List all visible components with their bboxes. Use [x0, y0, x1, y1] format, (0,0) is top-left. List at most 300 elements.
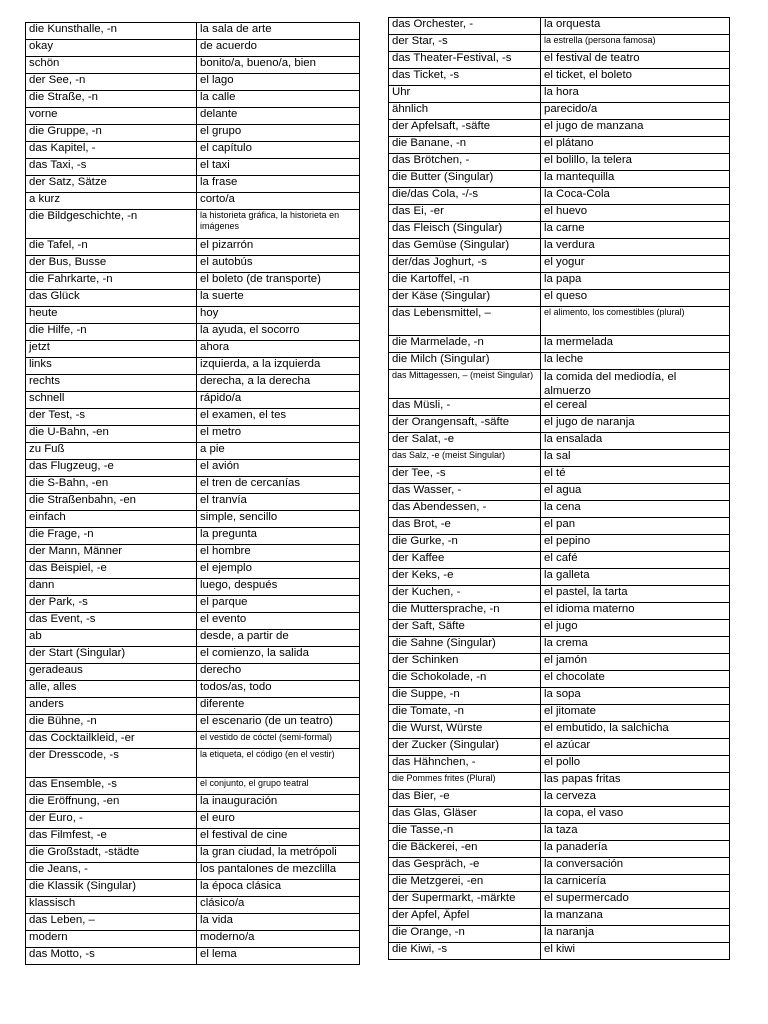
- spanish-translation: el jugo de manzana: [541, 120, 730, 137]
- german-term: der See, -n: [26, 74, 197, 91]
- german-term: die Jeans, -: [26, 863, 197, 880]
- vocab-row: [26, 579, 360, 596]
- vocab-row: [26, 307, 360, 324]
- spanish-translation: desde, a partir de: [197, 630, 360, 647]
- german-term: das Salz, -e (meist Singular): [389, 450, 541, 467]
- german-term: das Orchester, -: [389, 18, 541, 35]
- vocab-row: [389, 841, 730, 858]
- spanish-translation: el pastel, la tarta: [541, 586, 730, 603]
- german-term: der Dresscode, -s: [26, 749, 197, 778]
- vocab-row: [389, 18, 730, 35]
- vocab-row: [26, 846, 360, 863]
- spanish-translation: diferente: [197, 698, 360, 715]
- vocab-row: [389, 824, 730, 841]
- german-term: okay: [26, 40, 197, 57]
- vocab-row: [26, 426, 360, 443]
- german-term: der Test, -s: [26, 409, 197, 426]
- spanish-translation: el parque: [197, 596, 360, 613]
- vocab-row: [389, 239, 730, 256]
- spanish-translation: la calle: [197, 91, 360, 108]
- vocab-row: [26, 795, 360, 812]
- german-term: das Brötchen, -: [389, 154, 541, 171]
- spanish-translation: el plátano: [541, 137, 730, 154]
- vocab-row: [389, 909, 730, 926]
- spanish-translation: el ejemplo: [197, 562, 360, 579]
- spanish-translation: la carne: [541, 222, 730, 239]
- german-term: das Fleisch (Singular): [389, 222, 541, 239]
- vocab-row: [26, 715, 360, 732]
- german-term: schön: [26, 57, 197, 74]
- german-term: die Sahne (Singular): [389, 637, 541, 654]
- spanish-translation: la panadería: [541, 841, 730, 858]
- vocab-row: [389, 467, 730, 484]
- german-term: der Park, -s: [26, 596, 197, 613]
- vocab-row: [389, 256, 730, 273]
- vocab-row: [389, 52, 730, 69]
- spanish-translation: el metro: [197, 426, 360, 443]
- vocab-row: [389, 552, 730, 569]
- german-term: anders: [26, 698, 197, 715]
- vocab-row: [389, 637, 730, 654]
- spanish-translation: el chocolate: [541, 671, 730, 688]
- german-term: das Glück: [26, 290, 197, 307]
- german-term: die Tafel, -n: [26, 239, 197, 256]
- vocab-row: [389, 171, 730, 188]
- vocab-row: [26, 630, 360, 647]
- spanish-translation: el idioma materno: [541, 603, 730, 620]
- vocab-row: [26, 341, 360, 358]
- german-term: das Hähnchen, -: [389, 756, 541, 773]
- spanish-translation: la manzana: [541, 909, 730, 926]
- vocab-row: [26, 778, 360, 795]
- german-term: das Mittagessen, – (meist Singular): [389, 370, 541, 399]
- vocab-row: [26, 23, 360, 40]
- spanish-translation: clásico/a: [197, 897, 360, 914]
- german-term: jetzt: [26, 341, 197, 358]
- spanish-translation: la conversación: [541, 858, 730, 875]
- spanish-translation: bonito/a, bueno/a, bien: [197, 57, 360, 74]
- german-term: ähnlich: [389, 103, 541, 120]
- german-term: der Euro, -: [26, 812, 197, 829]
- german-term: die Kiwi, -s: [389, 943, 541, 960]
- vocab-row: [26, 142, 360, 159]
- spanish-translation: la cerveza: [541, 790, 730, 807]
- vocab-row: [389, 86, 730, 103]
- german-term: die Großstadt, -städte: [26, 846, 197, 863]
- spanish-translation: la sala de arte: [197, 23, 360, 40]
- vocab-row: [26, 732, 360, 749]
- german-term: schnell: [26, 392, 197, 409]
- vocab-row: [26, 125, 360, 142]
- vocab-row: [26, 159, 360, 176]
- spanish-translation: el huevo: [541, 205, 730, 222]
- spanish-translation: el avión: [197, 460, 360, 477]
- spanish-translation: todos/as, todo: [197, 681, 360, 698]
- spanish-translation: el jugo: [541, 620, 730, 637]
- german-term: die Kunsthalle, -n: [26, 23, 197, 40]
- german-term: der Keks, -e: [389, 569, 541, 586]
- german-term: die Muttersprache, -n: [389, 603, 541, 620]
- german-term: das Gemüse (Singular): [389, 239, 541, 256]
- vocab-row: [26, 358, 360, 375]
- vocab-row: [26, 545, 360, 562]
- vocab-row: [389, 484, 730, 501]
- spanish-translation: la mermelada: [541, 336, 730, 353]
- vocab-row: [389, 273, 730, 290]
- vocab-row: [26, 392, 360, 409]
- german-term: das Filmfest, -e: [26, 829, 197, 846]
- spanish-translation: el agua: [541, 484, 730, 501]
- german-term: der/das Joghurt, -s: [389, 256, 541, 273]
- german-term: vorne: [26, 108, 197, 125]
- spanish-translation: la suerte: [197, 290, 360, 307]
- vocab-row: [389, 336, 730, 353]
- vocab-row: [26, 664, 360, 681]
- spanish-translation: la pregunta: [197, 528, 360, 545]
- german-term: die Wurst, Würste: [389, 722, 541, 739]
- spanish-translation: la verdura: [541, 239, 730, 256]
- spanish-translation: la ensalada: [541, 433, 730, 450]
- vocab-row: [26, 812, 360, 829]
- spanish-translation: el festival de cine: [197, 829, 360, 846]
- vocab-row: [26, 698, 360, 715]
- vocab-row: [389, 688, 730, 705]
- vocab-row: [26, 273, 360, 290]
- vocab-row: [26, 324, 360, 341]
- vocab-row: [389, 103, 730, 120]
- vocabulary-table-right-body: [389, 18, 730, 960]
- vocab-row: [389, 450, 730, 467]
- vocab-row: [389, 705, 730, 722]
- vocab-row: [389, 773, 730, 790]
- vocab-row: [389, 926, 730, 943]
- german-term: der Kaffee: [389, 552, 541, 569]
- spanish-translation: la Coca-Cola: [541, 188, 730, 205]
- german-term: der Apfel, Äpfel: [389, 909, 541, 926]
- vocab-row: [26, 562, 360, 579]
- vocab-row: [389, 370, 730, 399]
- spanish-translation: el queso: [541, 290, 730, 307]
- german-term: das Event, -s: [26, 613, 197, 630]
- vocab-row: [389, 501, 730, 518]
- german-term: der Käse (Singular): [389, 290, 541, 307]
- german-term: die Fahrkarte, -n: [26, 273, 197, 290]
- vocab-row: [26, 511, 360, 528]
- vocab-row: [389, 586, 730, 603]
- vocab-row: [389, 603, 730, 620]
- spanish-translation: hoy: [197, 307, 360, 324]
- german-term: die Tomate, -n: [389, 705, 541, 722]
- vocab-row: [26, 290, 360, 307]
- vocab-row: [389, 69, 730, 86]
- spanish-translation: el tranvía: [197, 494, 360, 511]
- german-term: das Ensemble, -s: [26, 778, 197, 795]
- spanish-translation: el hombre: [197, 545, 360, 562]
- spanish-translation: ahora: [197, 341, 360, 358]
- vocab-row: [389, 858, 730, 875]
- spanish-translation: el conjunto, el grupo teatral: [197, 778, 360, 795]
- german-term: dann: [26, 579, 197, 596]
- german-term: die Bildgeschichte, -n: [26, 210, 197, 239]
- vocab-row: [389, 416, 730, 433]
- spanish-translation: el café: [541, 552, 730, 569]
- spanish-translation: el examen, el tes: [197, 409, 360, 426]
- german-term: das Leben, –: [26, 914, 197, 931]
- spanish-translation: la sal: [541, 450, 730, 467]
- german-term: der Schinken: [389, 654, 541, 671]
- german-term: die Gurke, -n: [389, 535, 541, 552]
- vocab-row: [26, 409, 360, 426]
- spanish-translation: la leche: [541, 353, 730, 370]
- german-term: modern: [26, 931, 197, 948]
- german-term: der Zucker (Singular): [389, 739, 541, 756]
- german-term: das Beispiel, -e: [26, 562, 197, 579]
- german-term: der Start (Singular): [26, 647, 197, 664]
- german-term: das Motto, -s: [26, 948, 197, 965]
- spanish-translation: el taxi: [197, 159, 360, 176]
- german-term: das Kapitel, -: [26, 142, 197, 159]
- vocab-row: [26, 613, 360, 630]
- spanish-translation: la inauguración: [197, 795, 360, 812]
- spanish-translation: delante: [197, 108, 360, 125]
- vocab-row: [389, 535, 730, 552]
- german-term: einfach: [26, 511, 197, 528]
- spanish-translation: la carnicería: [541, 875, 730, 892]
- spanish-translation: la hora: [541, 86, 730, 103]
- vocab-row: [26, 829, 360, 846]
- spanish-translation: la frase: [197, 176, 360, 193]
- vocab-row: [26, 948, 360, 965]
- vocab-row: [26, 681, 360, 698]
- german-term: der Saft, Säfte: [389, 620, 541, 637]
- spanish-translation: el autobús: [197, 256, 360, 273]
- german-term: das Glas, Gläser: [389, 807, 541, 824]
- vocab-row: [389, 518, 730, 535]
- spanish-translation: simple, sencillo: [197, 511, 360, 528]
- vocab-row: [389, 353, 730, 370]
- spanish-translation: moderno/a: [197, 931, 360, 948]
- vocab-row: [26, 40, 360, 57]
- spanish-translation: la galleta: [541, 569, 730, 586]
- spanish-translation: las papas fritas: [541, 773, 730, 790]
- vocab-row: [389, 205, 730, 222]
- german-term: das Müsli, -: [389, 399, 541, 416]
- german-term: die Straßenbahn, -en: [26, 494, 197, 511]
- german-term: ab: [26, 630, 197, 647]
- german-term: der Bus, Busse: [26, 256, 197, 273]
- german-term: zu Fuß: [26, 443, 197, 460]
- vocab-row: [389, 290, 730, 307]
- german-term: der Tee, -s: [389, 467, 541, 484]
- german-term: der Mann, Männer: [26, 545, 197, 562]
- vocab-row: [389, 433, 730, 450]
- german-term: die S-Bahn, -en: [26, 477, 197, 494]
- vocab-row: [26, 647, 360, 664]
- spanish-translation: el capítulo: [197, 142, 360, 159]
- spanish-translation: el grupo: [197, 125, 360, 142]
- vocab-row: [26, 239, 360, 256]
- german-term: rechts: [26, 375, 197, 392]
- spanish-translation: el yogur: [541, 256, 730, 273]
- vocab-row: [389, 399, 730, 416]
- german-term: die Marmelade, -n: [389, 336, 541, 353]
- vocabulary-table-left-body: [26, 23, 360, 965]
- german-term: der Salat, -e: [389, 433, 541, 450]
- spanish-translation: el lago: [197, 74, 360, 91]
- german-term: der Star, -s: [389, 35, 541, 52]
- vocab-row: [389, 569, 730, 586]
- vocab-row: [389, 671, 730, 688]
- german-term: die Orange, -n: [389, 926, 541, 943]
- spanish-translation: la época clásica: [197, 880, 360, 897]
- german-term: das Theater-Festival, -s: [389, 52, 541, 69]
- vocab-row: [26, 494, 360, 511]
- vocab-row: [26, 108, 360, 125]
- spanish-translation: el embutido, la salchicha: [541, 722, 730, 739]
- spanish-translation: el tren de cercanías: [197, 477, 360, 494]
- vocab-row: [389, 620, 730, 637]
- spanish-translation: el vestido de cóctel (semi-formal): [197, 732, 360, 749]
- vocab-row: [389, 790, 730, 807]
- vocab-row: [26, 897, 360, 914]
- spanish-translation: izquierda, a la izquierda: [197, 358, 360, 375]
- german-term: die Pommes frites (Plural): [389, 773, 541, 790]
- spanish-translation: la estrella (persona famosa): [541, 35, 730, 52]
- spanish-translation: el kiwi: [541, 943, 730, 960]
- spanish-translation: el cereal: [541, 399, 730, 416]
- german-term: die Metzgerei, -en: [389, 875, 541, 892]
- spanish-translation: el festival de teatro: [541, 52, 730, 69]
- vocab-row: [26, 176, 360, 193]
- spanish-translation: la historieta gráfica, la historieta en imágenes: [197, 210, 360, 239]
- german-term: das Gespräch, -e: [389, 858, 541, 875]
- german-term: das Wasser, -: [389, 484, 541, 501]
- german-term: die Butter (Singular): [389, 171, 541, 188]
- german-term: die Tasse,-n: [389, 824, 541, 841]
- german-term: links: [26, 358, 197, 375]
- german-term: das Ticket, -s: [389, 69, 541, 86]
- spanish-translation: el euro: [197, 812, 360, 829]
- vocab-row: [26, 256, 360, 273]
- spanish-translation: la taza: [541, 824, 730, 841]
- german-term: der Orangensaft, -säfte: [389, 416, 541, 433]
- vocab-row: [26, 528, 360, 545]
- spanish-translation: la comida del mediodía, el almuerzo: [541, 370, 730, 399]
- german-term: die Suppe, -n: [389, 688, 541, 705]
- spanish-translation: el ticket, el boleto: [541, 69, 730, 86]
- german-term: die Kartoffel, -n: [389, 273, 541, 290]
- vocab-row: [26, 596, 360, 613]
- german-term: die Eröffnung, -en: [26, 795, 197, 812]
- german-term: die Hilfe, -n: [26, 324, 197, 341]
- spanish-translation: derecho: [197, 664, 360, 681]
- german-term: das Cocktailkleid, -er: [26, 732, 197, 749]
- german-term: geradeaus: [26, 664, 197, 681]
- spanish-translation: la ayuda, el socorro: [197, 324, 360, 341]
- spanish-translation: el evento: [197, 613, 360, 630]
- spanish-translation: la copa, el vaso: [541, 807, 730, 824]
- spanish-translation: el pepino: [541, 535, 730, 552]
- spanish-translation: el alimento, los comestibles (plural): [541, 307, 730, 336]
- german-term: das Taxi, -s: [26, 159, 197, 176]
- german-term: die Frage, -n: [26, 528, 197, 545]
- vocabulary-table-right: [388, 17, 730, 960]
- vocab-row: [389, 307, 730, 336]
- vocabulary-table-left: [25, 22, 360, 965]
- vocab-row: [26, 443, 360, 460]
- vocab-row: [389, 943, 730, 960]
- vocab-row: [26, 460, 360, 477]
- spanish-translation: la cena: [541, 501, 730, 518]
- vocab-row: [389, 654, 730, 671]
- german-term: a kurz: [26, 193, 197, 210]
- vocab-row: [26, 914, 360, 931]
- german-term: das Ei, -er: [389, 205, 541, 222]
- german-term: die Klassik (Singular): [26, 880, 197, 897]
- spanish-translation: el jamón: [541, 654, 730, 671]
- spanish-translation: los pantalones de mezclilla: [197, 863, 360, 880]
- german-term: alle, alles: [26, 681, 197, 698]
- spanish-translation: la vida: [197, 914, 360, 931]
- spanish-translation: la crema: [541, 637, 730, 654]
- spanish-translation: parecido/a: [541, 103, 730, 120]
- spanish-translation: el supermercado: [541, 892, 730, 909]
- german-term: das Brot, -e: [389, 518, 541, 535]
- spanish-translation: el boleto (de transporte): [197, 273, 360, 290]
- german-term: das Bier, -e: [389, 790, 541, 807]
- spanish-translation: el azúcar: [541, 739, 730, 756]
- german-term: die Gruppe, -n: [26, 125, 197, 142]
- spanish-translation: la sopa: [541, 688, 730, 705]
- german-term: die Schokolade, -n: [389, 671, 541, 688]
- spanish-translation: el jugo de naranja: [541, 416, 730, 433]
- spanish-translation: derecha, a la derecha: [197, 375, 360, 392]
- vocab-row: [389, 188, 730, 205]
- vocab-row: [26, 57, 360, 74]
- vocab-row: [26, 931, 360, 948]
- spanish-translation: el jitomate: [541, 705, 730, 722]
- german-term: die Bäckerei, -en: [389, 841, 541, 858]
- vocab-row: [389, 875, 730, 892]
- german-term: der Apfelsaft, -säfte: [389, 120, 541, 137]
- spanish-translation: el lema: [197, 948, 360, 965]
- german-term: Uhr: [389, 86, 541, 103]
- spanish-translation: el pollo: [541, 756, 730, 773]
- german-term: das Abendessen, -: [389, 501, 541, 518]
- vocab-row: [26, 375, 360, 392]
- spanish-translation: el comienzo, la salida: [197, 647, 360, 664]
- spanish-translation: la mantequilla: [541, 171, 730, 188]
- spanish-translation: el pizarrón: [197, 239, 360, 256]
- german-term: das Flugzeug, -e: [26, 460, 197, 477]
- spanish-translation: la gran ciudad, la metrópoli: [197, 846, 360, 863]
- spanish-translation: de acuerdo: [197, 40, 360, 57]
- vocab-row: [389, 222, 730, 239]
- vocab-row: [389, 154, 730, 171]
- german-term: die U-Bahn, -en: [26, 426, 197, 443]
- vocab-row: [389, 722, 730, 739]
- german-term: klassisch: [26, 897, 197, 914]
- spanish-translation: la etiqueta, el código (en el vestir): [197, 749, 360, 778]
- german-term: der Supermarkt, -märkte: [389, 892, 541, 909]
- vocab-row: [26, 749, 360, 778]
- vocab-row: [389, 756, 730, 773]
- spanish-translation: luego, después: [197, 579, 360, 596]
- vocab-row: [389, 807, 730, 824]
- german-term: die Milch (Singular): [389, 353, 541, 370]
- vocab-row: [389, 120, 730, 137]
- german-term: die Banane, -n: [389, 137, 541, 154]
